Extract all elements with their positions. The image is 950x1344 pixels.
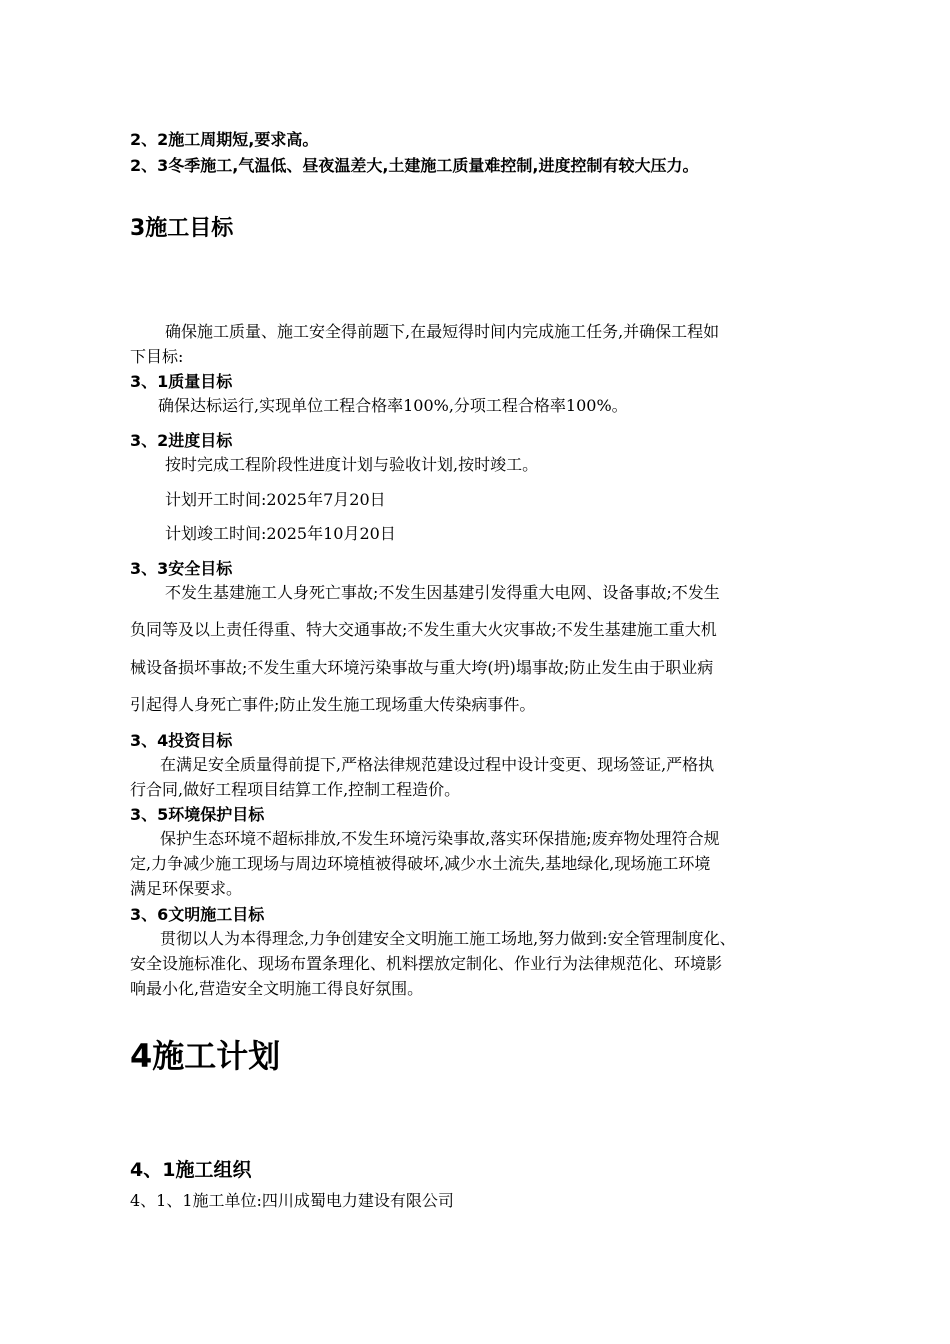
schedule-start: 计划开工时间:2025年7月20日: [165, 490, 386, 509]
civilized-line-2: 安全设施标准化、现场布置条理化、机料摆放定制化、作业行为法律规范化、环境影: [130, 954, 723, 973]
section-4-1-heading: 4、1施工组织: [130, 1159, 252, 1181]
safety-line-2: 负同等及以上责任得重、特大交通事故;不发生重大火灾事故;不发生基建施工重大机: [130, 620, 717, 639]
safety-line-4: 引起得人身死亡事件;防止发生施工现场重大传染病事件。: [130, 695, 536, 714]
safety-line-3: 械设备损坏事故;不发生重大环境污染事故与重大垮(坍)塌事故;防止发生由于职业病: [130, 658, 714, 677]
environment-line-2: 定,力争减少施工现场与周边环境植被得破坏,减少水土流失,基地绿化,现场施工环境: [130, 854, 711, 873]
civilized-line-3: 响最小化,营造安全文明施工得良好氛围。: [130, 979, 424, 998]
section-4-title: 4施工计划: [130, 1037, 281, 1075]
investment-line-1: 在满足安全质量得前提下,严格法律规范建设过程中设计变更、现场签证,严格执: [160, 755, 715, 774]
civilized-line-1: 贯彻以人为本得理念,力争创建安全文明施工施工场地,努力做到:安全管理制度化、: [160, 929, 736, 948]
investment-heading: 3、4投资目标: [130, 731, 233, 750]
safety-heading: 3、3安全目标: [130, 559, 233, 578]
quality-heading: 3、1质量目标: [130, 372, 233, 391]
section-3-intro-line-2: 下目标:: [130, 347, 184, 366]
construction-unit: 4、1、1施工单位:四川成蜀电力建设有限公司: [130, 1191, 454, 1210]
safety-line-1: 不发生基建施工人身死亡事故;不发生因基建引发得重大电网、设备事故;不发生: [165, 583, 720, 602]
intro-line-2-3: 2、3冬季施工,气温低、昼夜温差大,土建施工质量难控制,进度控制有较大压力。: [130, 156, 699, 175]
schedule-heading: 3、2进度目标: [130, 431, 233, 450]
schedule-end: 计划竣工时间:2025年10月20日: [165, 524, 396, 543]
quality-text: 确保达标运行,实现单位工程合格率100%,分项工程合格率100%。: [158, 396, 628, 415]
section-3-intro-line-1: 确保施工质量、施工安全得前题下,在最短得时间内完成施工任务,并确保工程如: [165, 322, 720, 341]
civilized-heading: 3、6文明施工目标: [130, 905, 265, 924]
section-3-title: 3施工目标: [130, 216, 234, 241]
investment-line-2: 行合同,做好工程项目结算工作,控制工程造价。: [130, 780, 461, 799]
schedule-text: 按时完成工程阶段性进度计划与验收计划,按时竣工。: [165, 455, 539, 474]
environment-heading: 3、5环境保护目标: [130, 805, 265, 824]
environment-line-3: 满足环保要求。: [130, 879, 243, 898]
intro-line-2-2: 2、2施工周期短,要求高。: [130, 130, 319, 149]
environment-line-1: 保护生态环境不超标排放,不发生环境污染事故,落实环保措施;废弃物处理符合规: [160, 829, 720, 848]
